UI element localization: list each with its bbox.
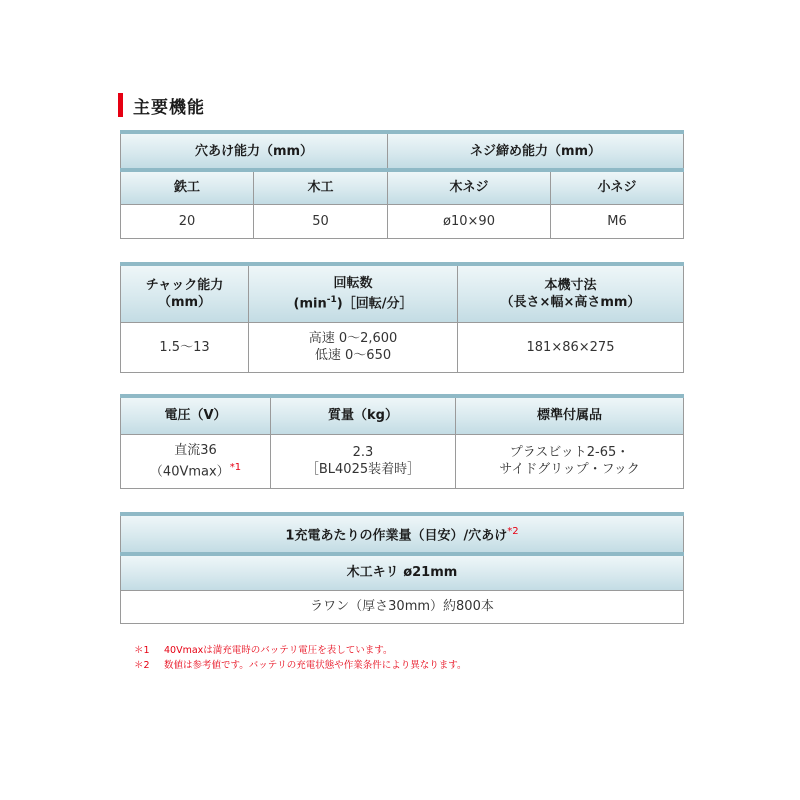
screw-capacity-header: ネジ締め能力（mm） bbox=[388, 132, 684, 170]
voltage-dc: 直流36 bbox=[174, 442, 217, 458]
footnote-mark-2: *2 bbox=[507, 526, 519, 538]
wood-screw-value: ø10×90 bbox=[388, 204, 551, 238]
table-row bbox=[121, 554, 684, 590]
low-speed-value: 低速 0～650 bbox=[314, 348, 392, 363]
table-row bbox=[121, 322, 684, 372]
chuck-capacity-value: 1.5～13 bbox=[121, 322, 249, 372]
voltage-header: 電圧（V） bbox=[121, 396, 271, 434]
accessories-header: 標準付属品 bbox=[456, 396, 684, 434]
unit-exponent: -1 bbox=[326, 295, 337, 306]
table-row bbox=[121, 264, 684, 322]
weight-header: 質量（kg） bbox=[271, 396, 456, 434]
unit-prefix: (min bbox=[293, 296, 327, 312]
section-title bbox=[118, 92, 205, 118]
work-amount-table bbox=[120, 512, 684, 624]
dimensions-value: 181×86×275 bbox=[458, 322, 684, 372]
work-amount-label: 1充電あたりの作業量（目安）/穴あけ bbox=[285, 528, 508, 544]
accessory-line-2: サイドグリップ・フック bbox=[499, 462, 640, 477]
table-row bbox=[121, 204, 684, 238]
footnote-1-text: 40Vmaxは満充電時のバッテリ電圧を表しています。 bbox=[164, 645, 393, 656]
chuck-capacity-label: チャック能力 bbox=[145, 277, 224, 293]
work-amount-header bbox=[121, 514, 684, 554]
footnotes bbox=[134, 643, 466, 673]
steel-header: 鉄工 bbox=[121, 170, 254, 204]
capacity-table bbox=[120, 130, 684, 239]
footnote-1 bbox=[134, 643, 466, 658]
high-speed-value: 高速 0～2,600 bbox=[308, 331, 398, 346]
dimensions-label: 本機寸法 bbox=[544, 277, 597, 293]
table-row bbox=[121, 590, 684, 623]
steel-value: 20 bbox=[121, 204, 254, 238]
rotation-speed-value bbox=[249, 322, 458, 372]
table-row bbox=[121, 434, 684, 488]
work-amount-value: ラワン（厚さ30mm）約800本 bbox=[121, 590, 684, 623]
rotation-speed-label: 回転数 bbox=[333, 276, 373, 292]
table-row bbox=[121, 132, 684, 170]
voltage-weight-accessory-table bbox=[120, 394, 684, 489]
weight-value bbox=[271, 434, 456, 488]
rotation-speed-header bbox=[249, 264, 458, 322]
chuck-speed-size-table bbox=[120, 262, 684, 373]
table-row bbox=[121, 170, 684, 204]
title-accent-bar bbox=[118, 93, 123, 117]
voltage-value bbox=[121, 434, 271, 488]
table-row bbox=[121, 396, 684, 434]
voltage-max: （40Vmax） bbox=[149, 464, 230, 480]
drill-bit-header: 木工キリ ø21mm bbox=[121, 554, 684, 590]
machine-screw-header: 小ネジ bbox=[551, 170, 684, 204]
footnote-2-mark: ＊2 bbox=[134, 660, 150, 671]
table-row bbox=[121, 514, 684, 554]
chuck-capacity-header bbox=[121, 264, 249, 322]
wood-header: 木工 bbox=[254, 170, 388, 204]
rotation-speed-unit bbox=[249, 292, 457, 312]
section-title-text: 主要機能 bbox=[133, 97, 205, 118]
dimensions-unit: （長さ×幅×高さmm） bbox=[500, 294, 641, 310]
wood-screw-header: 木ネジ bbox=[388, 170, 551, 204]
weight-number: 2.3 bbox=[352, 445, 374, 460]
footnote-1-mark: ＊1 bbox=[134, 645, 150, 656]
accessory-line-1: プラスビット2-65・ bbox=[509, 445, 630, 460]
dimensions-header bbox=[458, 264, 684, 322]
chuck-capacity-unit: （mm） bbox=[157, 294, 212, 310]
voltage-max-line bbox=[121, 459, 270, 480]
unit-suffix: )［回転/分］ bbox=[336, 296, 413, 312]
drilling-capacity-header: 穴あけ能力（mm） bbox=[121, 132, 388, 170]
weight-condition: ［BL4025装着時］ bbox=[305, 462, 421, 477]
machine-screw-value: M6 bbox=[551, 204, 684, 238]
footnote-2 bbox=[134, 658, 466, 673]
footnote-mark-1: *1 bbox=[229, 461, 242, 473]
footnote-2-text: 数値は参考値です。バッテリの充電状態や作業条件により異なります。 bbox=[164, 660, 467, 671]
wood-value: 50 bbox=[254, 204, 388, 238]
accessories-value bbox=[456, 434, 684, 488]
